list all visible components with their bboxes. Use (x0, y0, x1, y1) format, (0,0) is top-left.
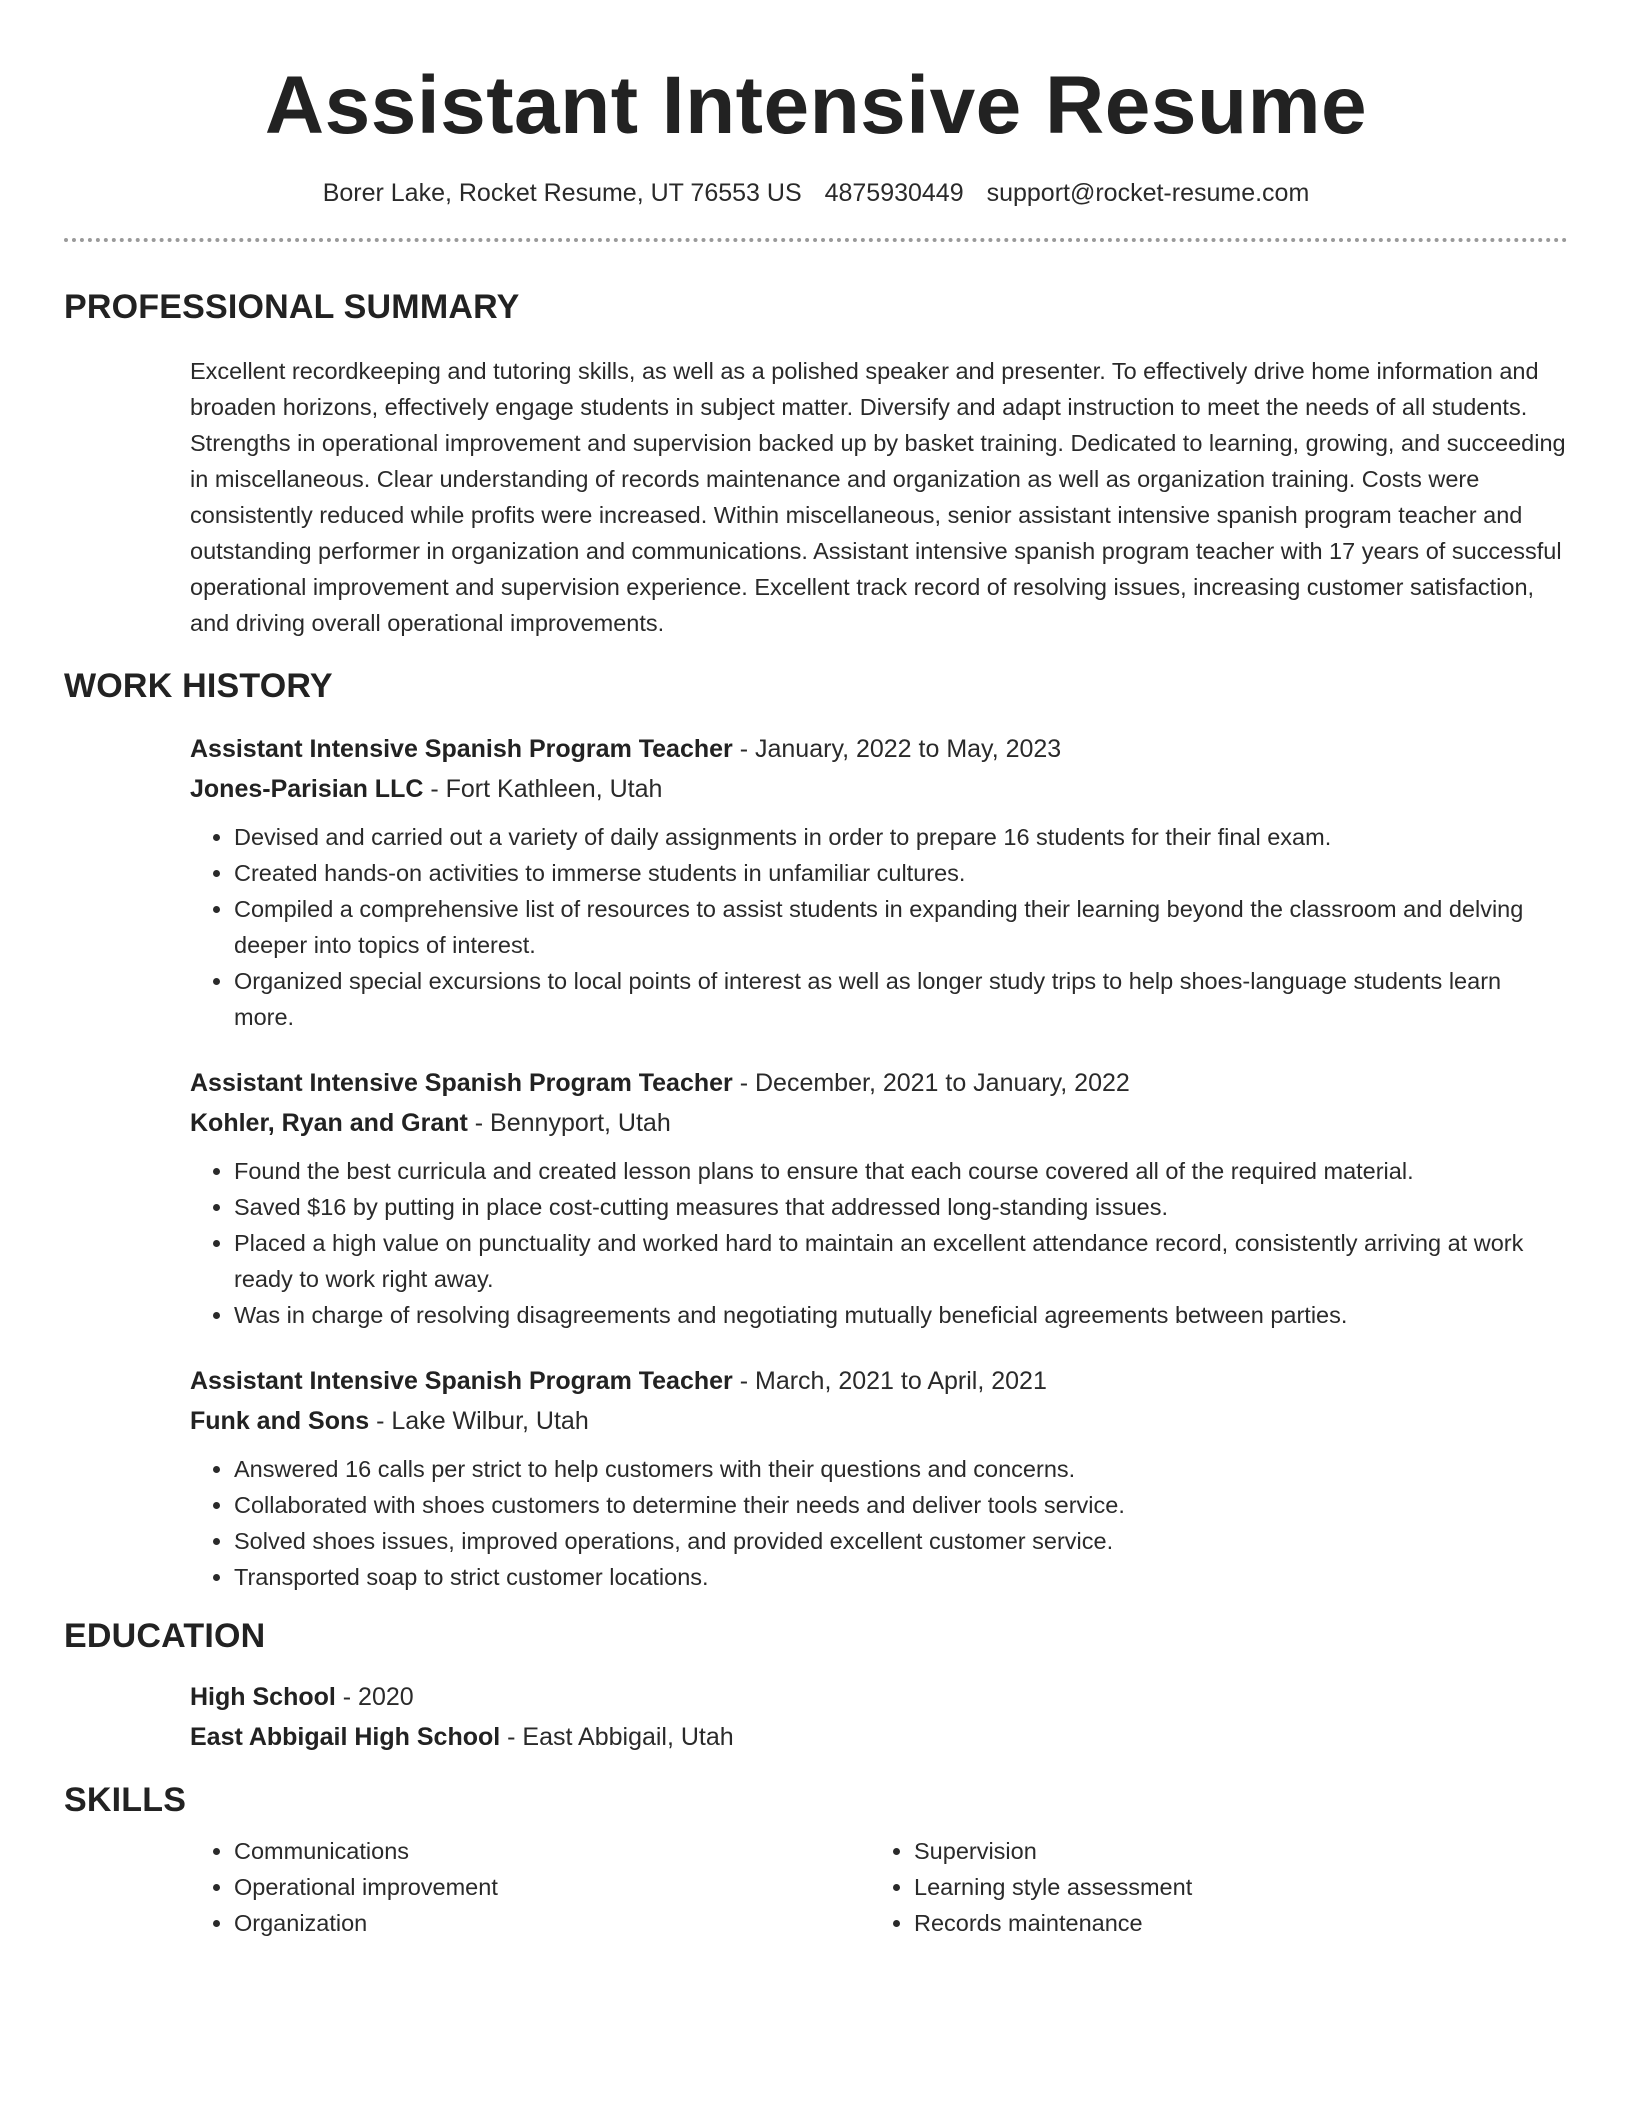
education-entry (190, 1677, 1566, 1757)
job-role: Assistant Intensive Spanish Program Teacher (190, 735, 733, 763)
list-item: • Collaborated with shoes customers to determine their needs and deliver tools service. (234, 1487, 1566, 1523)
list-item: • Organized special excursions to local points of interest as well as longer study trips to help shoes-language students learn more. (234, 963, 1566, 1035)
header-divider (64, 238, 1568, 242)
job-bullets (190, 819, 1566, 1035)
degree-year: - 2020 (335, 1683, 414, 1711)
job-location: - Fort Kathleen, Utah (423, 775, 663, 803)
job-role: Assistant Intensive Spanish Program Teacher (190, 1367, 733, 1395)
resume-page (64, 0, 1568, 1941)
job-bullets (190, 1451, 1566, 1595)
list-item: • Transported soap to strict customer locations. (234, 1559, 1566, 1595)
skill-item: • Organization (234, 1905, 870, 1941)
summary-section (190, 353, 1566, 641)
summary-heading: PROFESSIONAL SUMMARY (64, 288, 520, 326)
work-history-heading: WORK HISTORY (64, 667, 333, 705)
education-heading: EDUCATION (64, 1617, 266, 1655)
job-entry (190, 1063, 1566, 1333)
job-location: - Lake Wilbur, Utah (369, 1407, 589, 1435)
job-dates: - December, 2021 to January, 2022 (732, 1069, 1130, 1097)
job-entry (190, 729, 1566, 1035)
job-title-line (190, 1361, 1566, 1401)
skills-column-right (870, 1833, 1550, 1941)
phone-text: 4875930449 (824, 179, 964, 207)
job-company-line (190, 769, 1566, 809)
degree-name: High School (190, 1683, 336, 1711)
skills-column-left (190, 1833, 870, 1941)
job-bullets (190, 1153, 1566, 1333)
job-title-line (190, 1063, 1566, 1103)
school-line (190, 1717, 1566, 1757)
skill-item: • Communications (234, 1833, 870, 1869)
list-item: • Devised and carried out a variety of daily assignments in order to prepare 16 students for their final exam. (234, 819, 1566, 855)
school-name: East Abbigail High School (190, 1723, 501, 1751)
email-text: support@rocket-resume.com (986, 179, 1310, 207)
skills-list (190, 1833, 1566, 1941)
list-item: • Answered 16 calls per strict to help customers with their questions and concerns. (234, 1451, 1566, 1487)
list-item: • Was in charge of resolving disagreements and negotiating mutually beneficial agreements between parties. (234, 1297, 1566, 1333)
job-company-line (190, 1401, 1566, 1441)
job-company: Jones-Parisian LLC (190, 775, 424, 803)
skill-item: • Records maintenance (914, 1905, 1550, 1941)
job-title-line (190, 729, 1566, 769)
skill-item: • Operational improvement (234, 1869, 870, 1905)
list-item: • Found the best curricula and created lesson plans to ensure that each course covered all of the required material. (234, 1153, 1566, 1189)
address-text: Borer Lake, Rocket Resume, UT 76553 US (322, 179, 802, 207)
job-company: Kohler, Ryan and Grant (190, 1109, 468, 1137)
job-dates: - January, 2022 to May, 2023 (732, 735, 1062, 763)
degree-line (190, 1677, 1566, 1717)
contact-line (64, 176, 1568, 210)
skill-item: • Supervision (914, 1833, 1550, 1869)
job-location: - Bennyport, Utah (467, 1109, 671, 1137)
list-item: • Created hands-on activities to immerse students in unfamiliar cultures. (234, 855, 1566, 891)
job-company-line (190, 1103, 1566, 1143)
list-item: • Solved shoes issues, improved operations, and provided excellent customer service. (234, 1523, 1566, 1559)
school-location: - East Abbigail, Utah (500, 1723, 734, 1751)
skills-heading: SKILLS (64, 1781, 187, 1819)
resume-title: Assistant Intensive Resume (264, 60, 1368, 151)
job-entry (190, 1361, 1566, 1595)
job-dates: - March, 2021 to April, 2021 (732, 1367, 1047, 1395)
job-company: Funk and Sons (190, 1407, 370, 1435)
job-role: Assistant Intensive Spanish Program Teacher (190, 1069, 733, 1097)
list-item: • Compiled a comprehensive list of resources to assist students in expanding their learning beyond the classroom and delving deeper into topics of interest. (234, 891, 1566, 963)
list-item: • Saved $16 by putting in place cost-cutting measures that addressed long-standing issues. (234, 1189, 1566, 1225)
skill-item: • Learning style assessment (914, 1869, 1550, 1905)
summary-text: Excellent recordkeeping and tutoring skills, as well as a polished speaker and presenter. To effectively drive home information and broaden horizons, effectively engage students in subject matter. Diversify and adapt instruction to meet the needs of all students. Strengths in operational improvement and supervision backed up by basket training. Dedicated to learning, growing, and succeeding in miscellaneous. Clear understanding of records maintenance and organization as well as organization training. Costs were consistently reduced while profits were increased. Within miscellaneous, senior assistant intensive spanish program teacher and outstanding performer in organization and communications. Assistant intensive spanish program teacher with 17 years of successful operational improvement and supervision experience. Excellent track record of resolving issues, increasing customer satisfaction, and driving overall operational improvements. (190, 358, 1566, 636)
list-item: • Placed a high value on punctuality and worked hard to maintain an excellent attendance record, consistently arriving at work ready to work right away. (234, 1225, 1566, 1297)
